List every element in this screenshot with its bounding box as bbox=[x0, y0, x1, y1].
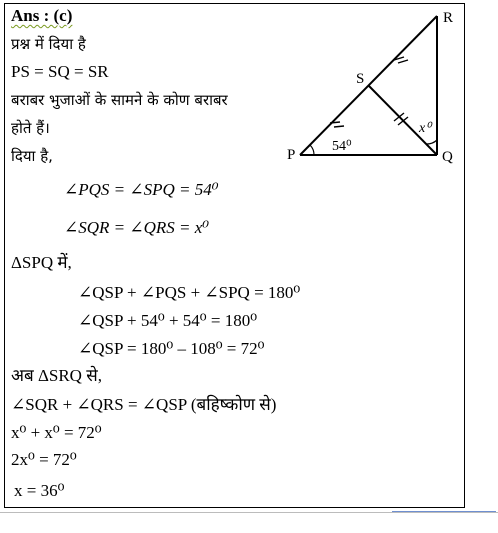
tick-ps-1 bbox=[330, 122, 340, 123]
line-equal-angles-rule-cont: होते हैं। bbox=[11, 119, 50, 137]
arc-angle-q bbox=[426, 140, 437, 144]
line-angle-substitute: ∠QSP + 54⁰ + 54⁰ = 180⁰ bbox=[78, 311, 258, 330]
line-given-heading: प्रश्न में दिया है bbox=[11, 35, 86, 53]
line-equal-sides: PS = SQ = SR bbox=[11, 62, 109, 81]
line-angle-qsp: ∠QSP = 180⁰ – 108⁰ = 72⁰ bbox=[78, 339, 265, 358]
label-q: Q bbox=[442, 149, 453, 165]
line-angle-sum: ∠QSP + ∠PQS + ∠SPQ = 180⁰ bbox=[78, 283, 301, 302]
line-in-triangle-spq: ΔSPQ में, bbox=[11, 253, 72, 272]
line-from-triangle-srq: अब ΔSRQ से, bbox=[11, 366, 102, 385]
triangle-figure bbox=[285, 8, 465, 168]
line-given: दिया है, bbox=[11, 147, 53, 165]
page-bottom-rule-accent bbox=[392, 511, 496, 512]
line-two-x: 2x⁰ = 72⁰ bbox=[11, 450, 77, 469]
line-angle-sqr: ∠SQR = ∠QRS = x⁰ bbox=[64, 218, 210, 237]
answer-heading bbox=[11, 6, 72, 26]
tick-ps-2 bbox=[334, 126, 344, 127]
arc-angle-p bbox=[310, 145, 314, 155]
line-angle-pqs: ∠PQS = ∠SPQ = 54⁰ bbox=[64, 180, 219, 199]
label-p: P bbox=[287, 147, 296, 163]
answer-label: Ans : (c) bbox=[11, 6, 73, 25]
line-result: x = 36⁰ bbox=[14, 481, 65, 500]
page-bottom-rule bbox=[0, 512, 498, 513]
label-r: R bbox=[443, 10, 454, 26]
label-angle-q: x⁰ bbox=[419, 121, 431, 136]
line-equal-angles-rule: बराबर भुजाओं के सामने के कोण बराबर bbox=[11, 91, 228, 109]
label-angle-p: 54⁰ bbox=[332, 139, 352, 154]
label-s: S bbox=[356, 71, 365, 87]
tick-sr-2 bbox=[398, 60, 408, 63]
line-x-plus-x: x⁰ + x⁰ = 72⁰ bbox=[11, 423, 102, 442]
line-exterior-angle: ∠SQR + ∠QRS = ∠QSP (बहिष्कोण से) bbox=[11, 395, 277, 414]
